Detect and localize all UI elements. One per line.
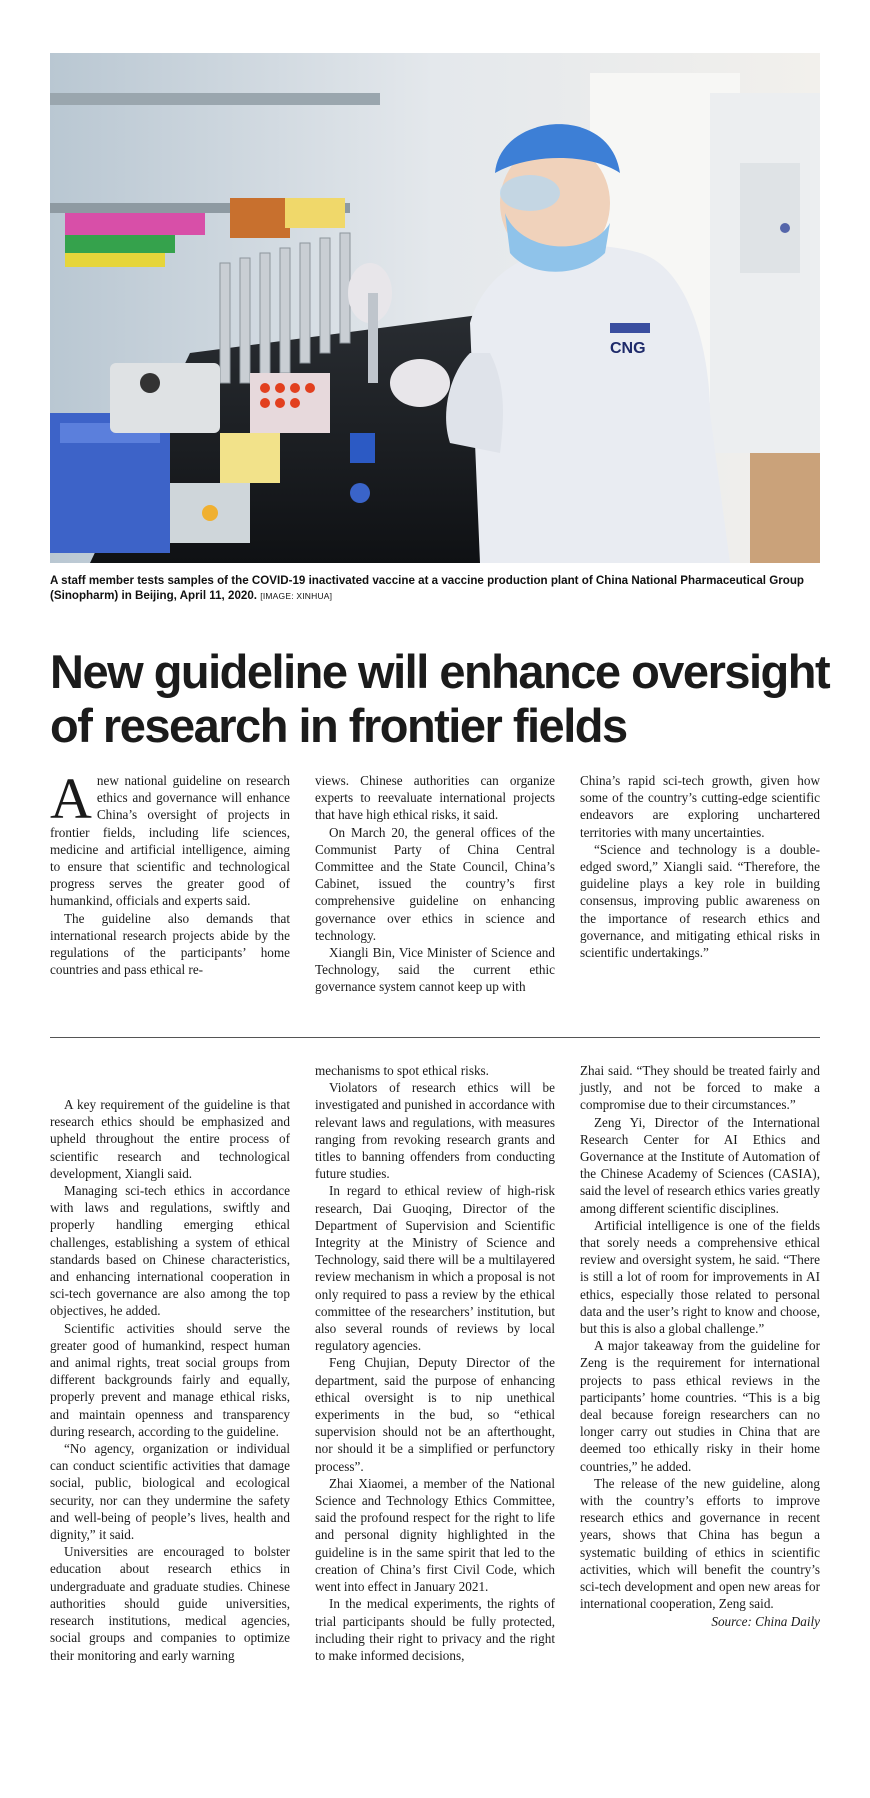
paragraph: A key requirement of the guideline is that research ethics should be emphasized and upheld throughout the entire process of scientific research and technological development, Xiangli said. bbox=[50, 1097, 290, 1181]
paragraph: In regard to ethical review of high-risk research, Dai Guoqing, Director of the Department of Supervision and Scientific Integrity at the Ministry of Science and Technology, said there will be a multilayered review mechanism in which a proposal is not only required to pass a review by the ethical committee of the researchers’ institution, but also several rounds of reviews by local regulatory agencies. bbox=[315, 1183, 555, 1354]
bottom-column-3 bbox=[580, 1062, 820, 1782]
paragraph: Scientific activities should serve the greater good of humankind, respect human and animal rights, treat social groups from different backgrounds fairly and equally, properly prevent and manage ethical risks, and maintain openness and transparency during research, according to the guideline. bbox=[50, 1320, 290, 1439]
bottom-article bbox=[50, 1062, 820, 1782]
top-article bbox=[50, 766, 820, 1022]
paragraph: China’s rapid sci-tech growth, given how some of the country’s cutting-edge scientific endeavors are exploring unchartered territories with many uncertainties. bbox=[580, 773, 820, 840]
paragraph: “No agency, organization or individual can conduct scientific activities that damage social, public, biological and ecological security, nor can they undermine the safety and well-being of people’s lives, health and dignity,” it said. bbox=[50, 1441, 290, 1543]
paragraph: Feng Chujian, Deputy Director of the department, said the purpose of enhancing ethical oversight is to nip unethical experiments in the bud, so “ethical supervision should not be an afterthought, nor should it be a simplified or perfunctory process”. bbox=[315, 1355, 555, 1474]
section-divider bbox=[50, 1037, 820, 1038]
top-column-3 bbox=[580, 772, 820, 1022]
source-credit: Source: China Daily bbox=[711, 1613, 820, 1629]
top-column-1 bbox=[50, 766, 290, 1022]
paragraph: views. Chinese authorities can organize experts to reevaluate international projects that have high ethical risks, it said. bbox=[315, 773, 555, 823]
photo-caption bbox=[50, 573, 820, 604]
paragraph: Violators of research ethics will be investigated and punished in accordance with relevant laws and regulations, with measures ranging from revoking research grants and titles to banning offenders from conducting future studies. bbox=[315, 1080, 555, 1182]
drop-cap: A bbox=[50, 766, 92, 831]
paragraph: Zhai said. “They should be treated fairly and justly, and not be forced to make a compromise due to their circumstances.” bbox=[580, 1063, 820, 1113]
paragraph: “Science and technology is a double-edged sword,” Xiangli said. “Therefore, the guideline plays a key role in building consensus, improving public awareness on the importance of research ethics and governance, and mitigating ethical risks in scientific undertakings.” bbox=[580, 841, 820, 961]
paragraph: mechanisms to spot ethical risks. bbox=[315, 1063, 489, 1078]
paragraph: The guideline also demands that international research projects abide by the regulations of the participants’ home countries and pass ethical re- bbox=[50, 910, 290, 978]
paragraph: Xiangli Bin, Vice Minister of Science and Technology, said the current ethic governance system cannot keep up with bbox=[315, 945, 555, 995]
headline: New guideline will enhance oversight of research in frontier fields bbox=[50, 645, 830, 752]
bottom-column-2 bbox=[315, 1062, 555, 1782]
paragraph: In the medical experiments, the rights of trial participants should be fully protected, including their right to privacy and the right to make informed decisions, bbox=[315, 1596, 555, 1663]
caption-credit: [IMAGE: XINHUA] bbox=[260, 591, 333, 601]
caption-text: A staff member tests samples of the COVID-19 inactivated vaccine at a vaccine production plant of China National Pharmaceutical Group (Sinopharm) in Beijing, April 11, 2020. bbox=[50, 574, 805, 602]
paragraph: On March 20, the general offices of the Communist Party of China Central Committee and the State Council, China’s Cabinet, issued the country’s first comprehensive guideline on enhancing governance over ethics in science and technology. bbox=[315, 824, 555, 943]
bottom-column-1 bbox=[50, 1062, 290, 1782]
paragraph: The release of the new guideline, along with the country’s efforts to improve research ethics and governance in recent years, shows that China has begun a systematic building of ethics in scientific activities, which will benefit the country’s sci-tech development and open new areas for international cooperation, Zeng said. bbox=[580, 1475, 820, 1612]
lab-photo-icon bbox=[50, 53, 820, 563]
top-column-2 bbox=[315, 772, 555, 1022]
paragraph: Zeng Yi, Director of the International Research Center for AI Ethics and Governance at the Institute of Automation of the Chinese Academy of Sciences (CASIA), said the level of research ethics varies greatly among different scientific disciplines. bbox=[580, 1114, 820, 1216]
paragraph: Anew national guideline on research ethics and governance will enhance China’s oversight of projects in frontier fields, including life sciences, medicine and artificial intelligence, aiming to ensure that scientific and technological progress serves the greater good of humankind, officials and experts said. bbox=[50, 766, 290, 909]
coat-logo-text: CNG bbox=[610, 340, 646, 357]
lab-photo bbox=[50, 53, 820, 563]
paragraph: A major takeaway from the guideline for Zeng is the requirement for international projects to pass ethical reviews in the participants’ home countries. “This is a big deal because foreign researchers can no longer carry out studies in China that are deemed too ethically risky in their home countries,” he added. bbox=[580, 1338, 820, 1474]
paragraph: Zhai Xiaomei, a member of the National Science and Technology Ethics Committee, said the profound respect for the right to life and personal dignity highlighted in the guideline is in the same spirit that led to the creation of China’s first Civil Code, which went into effect in January 2021. bbox=[315, 1475, 555, 1595]
paragraph: Artificial intelligence is one of the fields that sorely needs a comprehensive ethical review and oversight system, he said. “There is still a lot of room for improvements in AI ethics, especially those related to personal data and the user’s right to know and choose, but this is also a global challenge.” bbox=[580, 1217, 820, 1337]
paragraph: Managing sci-tech ethics in accordance with laws and regulations, swiftly and properly handling emerging ethical challenges, establishing a system of ethical standards based on Chinese characteristics, and enhancing international cooperation in sci-tech governance are also among the top objectives, he added. bbox=[50, 1183, 290, 1319]
column-spacer bbox=[50, 1062, 290, 1096]
paragraph: Universities are encouraged to bolster education about research ethics in undergraduate and graduate studies. Chinese authorities should guide universities, research institutions, medical agencies, social groups and companies to optimize their monitoring and early warning bbox=[50, 1544, 290, 1663]
